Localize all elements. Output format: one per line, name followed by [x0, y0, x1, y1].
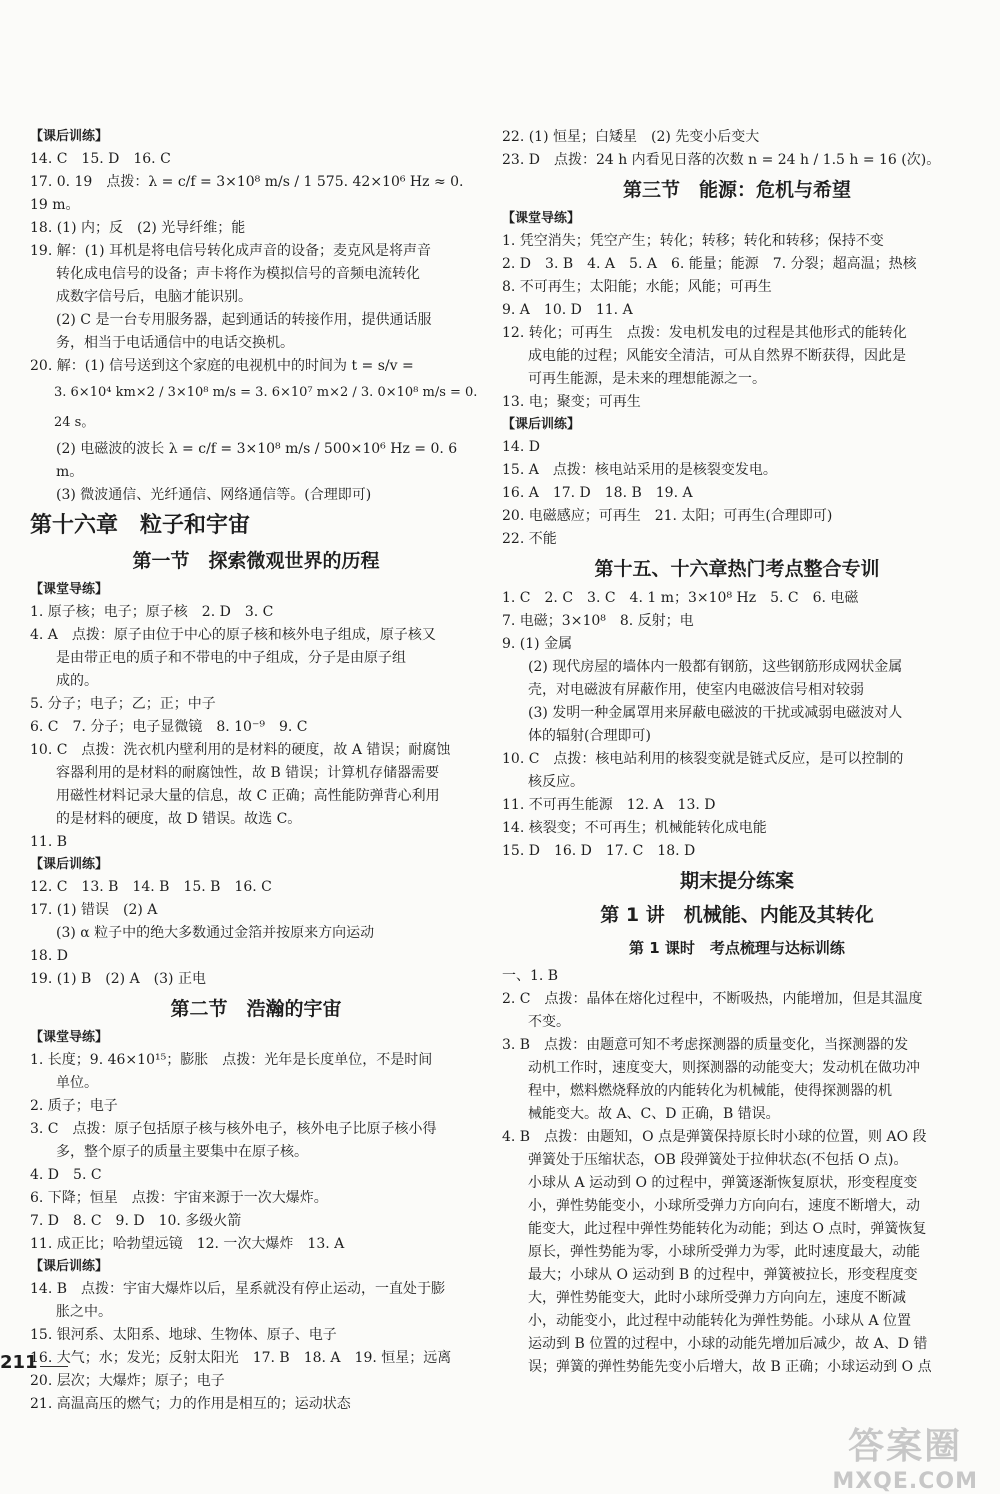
- section-tag: 【课后训练】: [30, 129, 109, 144]
- right-column: [502, 126, 972, 1379]
- answer-line: 误；弹簧的弹性势能先变小后增大，故 B 正确；小球运动到 O 点: [528, 1359, 932, 1375]
- chapter-heading: 第十六章 粒子和宇宙: [30, 513, 251, 538]
- answer-line: 16. A 17. D 18. B 19. A: [502, 485, 693, 501]
- answer-line: 务，相当于电话通信中的电话交换机。: [56, 335, 294, 351]
- section-heading: 第 1 讲 机械能、内能及其转化: [600, 904, 874, 926]
- answer-line: (3) 发明一种金属罩用来屏蔽电磁波的干扰或减弱电磁波对人: [528, 705, 903, 721]
- answer-line: 7. D 8. C 9. D 10. 多级火箭: [30, 1213, 242, 1229]
- left-column: [30, 126, 482, 1416]
- section-tag: 【课后训练】: [30, 857, 109, 872]
- answer-line: 2. D 3. B 4. A 5. A 6. 能量；能源 7. 分裂；超高温；热核: [502, 256, 917, 272]
- answer-line: 20. 电磁感应；可再生 21. 太阳；可再生(合理即可): [502, 508, 833, 524]
- answer-line: 21. 高温高压的燃气；力的作用是相互的；运动状态: [30, 1396, 351, 1412]
- answer-line: 3. C 点拨：原子包括原子核与核外电子，核外电子比原子核小得: [30, 1121, 437, 1137]
- answer-line: 22. 不能: [502, 531, 557, 547]
- answer-line: 10. C 点拨：洗衣机内壁利用的是材料的硬度，故 A 错误；耐腐蚀: [30, 742, 451, 758]
- answer-line: 11. 不可再生能源 12. A 13. D: [502, 797, 716, 813]
- answer-line: 14. B 点拨：宇宙大爆炸以后，星系就没有停止运动，一直处于膨: [30, 1281, 446, 1297]
- page-number: 211: [0, 1352, 38, 1373]
- answer-line: 可再生能源，是未来的理想能源之一。: [528, 371, 766, 387]
- section-tag: 【课后训练】: [502, 417, 581, 432]
- answer-line: 15. D 16. D 17. C 18. D: [502, 843, 696, 859]
- answer-line: 14. C 15. D 16. C: [30, 151, 171, 167]
- answer-line: 7. 电磁；3×10⁸ 8. 反射；电: [502, 613, 694, 629]
- answer-line: 小，弹性势能变小，小球所受弹力方向向右，速度不断增大，动: [528, 1198, 920, 1214]
- answer-line: 20. 层次；大爆炸；原子；电子: [30, 1373, 225, 1389]
- answer-line: 原长，弹性势能为零，小球所受弹力为零，此时速度最大，动能: [528, 1244, 920, 1260]
- answer-line: 1. C 2. C 3. C 4. 1 m；3×10⁸ Hz 5. C 6. 电磁: [502, 590, 859, 606]
- answer-line: 体的辐射(合理即可): [528, 728, 651, 744]
- answer-line: (2) C 是一台专用服务器，起到通话的转接作用，提供通话服: [56, 312, 432, 328]
- watermark: [832, 1418, 978, 1494]
- answer-line: 6. C 7. 分子；电子显微镜 8. 10⁻⁹ 9. C: [30, 719, 308, 735]
- answer-line: 3. B 点拨：由题意可知不考虑探测器的质量变化，当探测器的发: [502, 1037, 909, 1053]
- answer-line: 11. 成正比；哈勃望远镜 12. 一次大爆炸 13. A: [30, 1236, 345, 1252]
- answer-line: 用磁性材料记录大量的信息，故 C 正确；高性能防弹背心利用: [56, 788, 440, 804]
- answer-line: 4. B 点拨：由题知，O 点是弹簧保持原长时小球的位置，则 AO 段: [502, 1129, 927, 1145]
- section-heading: 第一节 探索微观世界的历程: [132, 550, 380, 572]
- section-tag: 【课堂导练】: [30, 1030, 109, 1045]
- answer-line: 运动到 B 位置的过程中，小球的动能先增加后减少，故 A、D 错: [528, 1336, 928, 1352]
- page-number-rule: [40, 1366, 68, 1367]
- answer-line: 4. D 5. C: [30, 1167, 102, 1183]
- answer-line: 是由带正电的质子和不带电的中子组成，分子是由原子组: [56, 650, 406, 666]
- answer-line: 多，整个原子的质量主要集中在原子核。: [56, 1144, 308, 1160]
- answer-line: 14. 核裂变；不可再生；机械能转化成电能: [502, 820, 767, 836]
- answer-line: 最大；小球从 O 运动到 B 的过程中，弹簧被拉长，形变程度变: [528, 1267, 918, 1283]
- answer-line: 能变大，此过程中弹性势能转化为动能；到达 O 点时，弹簧恢复: [528, 1221, 927, 1237]
- section-heading: 第二节 浩瀚的宇宙: [170, 998, 342, 1020]
- section-tag: 【课堂导练】: [502, 211, 581, 226]
- answer-line: 17. 0. 19 点拨：λ = c/f = 3×10⁸ m/s / 1 575. 42×10⁶ Hz ≈ 0. 19 m。: [30, 174, 464, 213]
- answer-line: 14. D: [502, 439, 540, 455]
- answer-line: 5. 分子；电子；乙；正；中子: [30, 696, 216, 712]
- answer-line: 15. A 点拨：核电站采用的是核裂变发电。: [502, 462, 777, 478]
- answer-line: 小，动能变小，此过程中动能转化为弹性势能。小球从 A 位置: [528, 1313, 912, 1329]
- answer-line: 4. A 点拨：原子由位于中心的原子核和核外电子组成，原子核又: [30, 627, 436, 643]
- answer-line: 成的。: [56, 673, 98, 689]
- answer-line: 9. (1) 金属: [502, 636, 573, 652]
- answer-line: (3) 微波通信、光纤通信、网络通信等。(合理即可): [56, 487, 372, 503]
- answer-line: 23. D 点拨：24 h 内看见日落的次数 n = 24 h / 1.5 h = 16 (次)。: [502, 152, 941, 168]
- answer-line: 2. 质子；电子: [30, 1098, 118, 1114]
- answer-line: 12. 转化；可再生 点拨：发电机发电的过程是其他形式的能转化: [502, 325, 907, 341]
- lesson-heading: 第 1 课时 考点梳理与达标训练: [629, 939, 845, 957]
- answer-line: 壳，对电磁波有屏蔽作用，使室内电磁波信号相对较弱: [528, 682, 864, 698]
- section-heading: 第三节 能源：危机与希望: [622, 179, 851, 201]
- answer-line: 17. (1) 错误 (2) A: [30, 902, 158, 918]
- answer-line: 2. C 点拨：晶体在熔化过程中，不断吸热，内能增加，但是其温度: [502, 991, 923, 1007]
- answer-line: 容器利用的是材料的耐腐蚀性，故 B 错误；计算机存储器需要: [56, 765, 440, 781]
- answer-line: 弹簧处于压缩状态，OB 段弹簧处于拉伸状态(不包括 O 点)。: [528, 1152, 908, 1168]
- answer-line: 19. (1) B (2) A (3) 正电: [30, 971, 206, 987]
- answer-line: 一、1. B: [502, 968, 559, 984]
- section-tag: 【课堂导练】: [30, 582, 109, 597]
- answer-line: 18. D: [30, 948, 68, 964]
- answer-line: (3) α 粒子中的绝大多数通过金箔并按原来方向运动: [56, 925, 375, 941]
- answer-line: 1. 长度；9. 46×10¹⁵；膨胀 点拨：光年是长度单位，不是时间: [30, 1052, 433, 1068]
- answer-line: 16. 大气；水；发光；反射太阳光 17. B 18. A 19. 恒星；远离: [30, 1350, 452, 1366]
- answer-line: 单位。: [56, 1075, 98, 1091]
- answer-line: (2) 现代房屋的墙体内一般都有钢筋，这些钢筋形成网状金属: [528, 659, 903, 675]
- answer-line: 9. A 10. D 11. A: [502, 302, 633, 318]
- answer-line: 15. 银河系、太阳系、地球、生物体、原子、电子: [30, 1327, 337, 1343]
- section-heading: 期末提分练案: [679, 870, 794, 892]
- answer-line: 8. 不可再生；太阳能；水能；风能；可再生: [502, 279, 772, 295]
- answer-line: 19. 解：(1) 耳机是将电信号转化成声音的设备；麦克风是将声音: [30, 243, 431, 259]
- answer-line: 13. 电；聚变；可再生: [502, 394, 641, 410]
- equation-line: 3. 6×10⁴ km×2 / 3×10⁸ m/s = 3. 6×10⁷ m×2 / 3. 0×10⁸ m/s = 0. 24 s。: [54, 385, 478, 430]
- answer-line: 1. 凭空消失；凭空产生；转化；转移；转化和转移；保持不变: [502, 233, 884, 249]
- answer-line: 胀之中。: [56, 1304, 112, 1320]
- answer-line: 12. C 13. B 14. B 15. B 16. C: [30, 879, 272, 895]
- answer-line: 18. (1) 内；反 (2) 光导纤维；能: [30, 220, 246, 236]
- answer-line: 动机工作时，速度变大，则探测器的动能变大；发动机在做功冲: [528, 1060, 920, 1076]
- answer-line: 22. (1) 恒星；白矮星 (2) 先变小后变大: [502, 129, 760, 145]
- answer-line: 20. 解：(1) 信号送到这个家庭的电视机中的时间为 t = s/v =: [30, 358, 414, 374]
- watermark-url: MXQE.COM: [832, 1469, 978, 1494]
- answer-line: 程中，燃料燃烧释放的内能转化为机械能，使得探测器的机: [528, 1083, 892, 1099]
- answer-line: 11. B: [30, 834, 68, 850]
- answer-line: 6. 下降；恒星 点拨：宇宙来源于一次大爆炸。: [30, 1190, 328, 1206]
- answer-line: 械能变大。故 A、C、D 正确，B 错误。: [528, 1106, 780, 1122]
- answer-line: 成电能的过程；风能安全清洁，可从自然界不断获得，因此是: [528, 348, 906, 364]
- section-heading: 第十五、十六章热门考点整合专训: [594, 558, 880, 580]
- answer-line: 1. 原子核；电子；原子核 2. D 3. C: [30, 604, 274, 620]
- answer-line: 不变。: [528, 1014, 570, 1030]
- answer-line: 成数字信号后，电脑才能识别。: [56, 289, 252, 305]
- answer-line: (2) 电磁波的波长 λ = c/f = 3×10⁸ m/s / 500×10⁶ Hz = 0. 6 m。: [56, 441, 458, 480]
- answer-line: 的是材料的硬度，故 D 错误。故选 C。: [56, 811, 302, 827]
- answer-line: 转化成电信号的设备；声卡将作为模拟信号的音频电流转化: [56, 266, 420, 282]
- watermark-logo: 答案圈: [848, 1426, 963, 1467]
- answer-line: 10. C 点拨：核电站利用的核裂变就是链式反应，是可以控制的: [502, 751, 904, 767]
- answer-line: 大，弹性势能变大，此时小球所受弹力方向向左，速度不断减: [528, 1290, 906, 1306]
- section-tag: 【课后训练】: [30, 1259, 109, 1274]
- answer-line: 核反应。: [528, 774, 584, 790]
- answer-line: 小球从 A 运动到 O 的过程中，弹簧逐渐恢复原状，形变程度变: [528, 1175, 918, 1191]
